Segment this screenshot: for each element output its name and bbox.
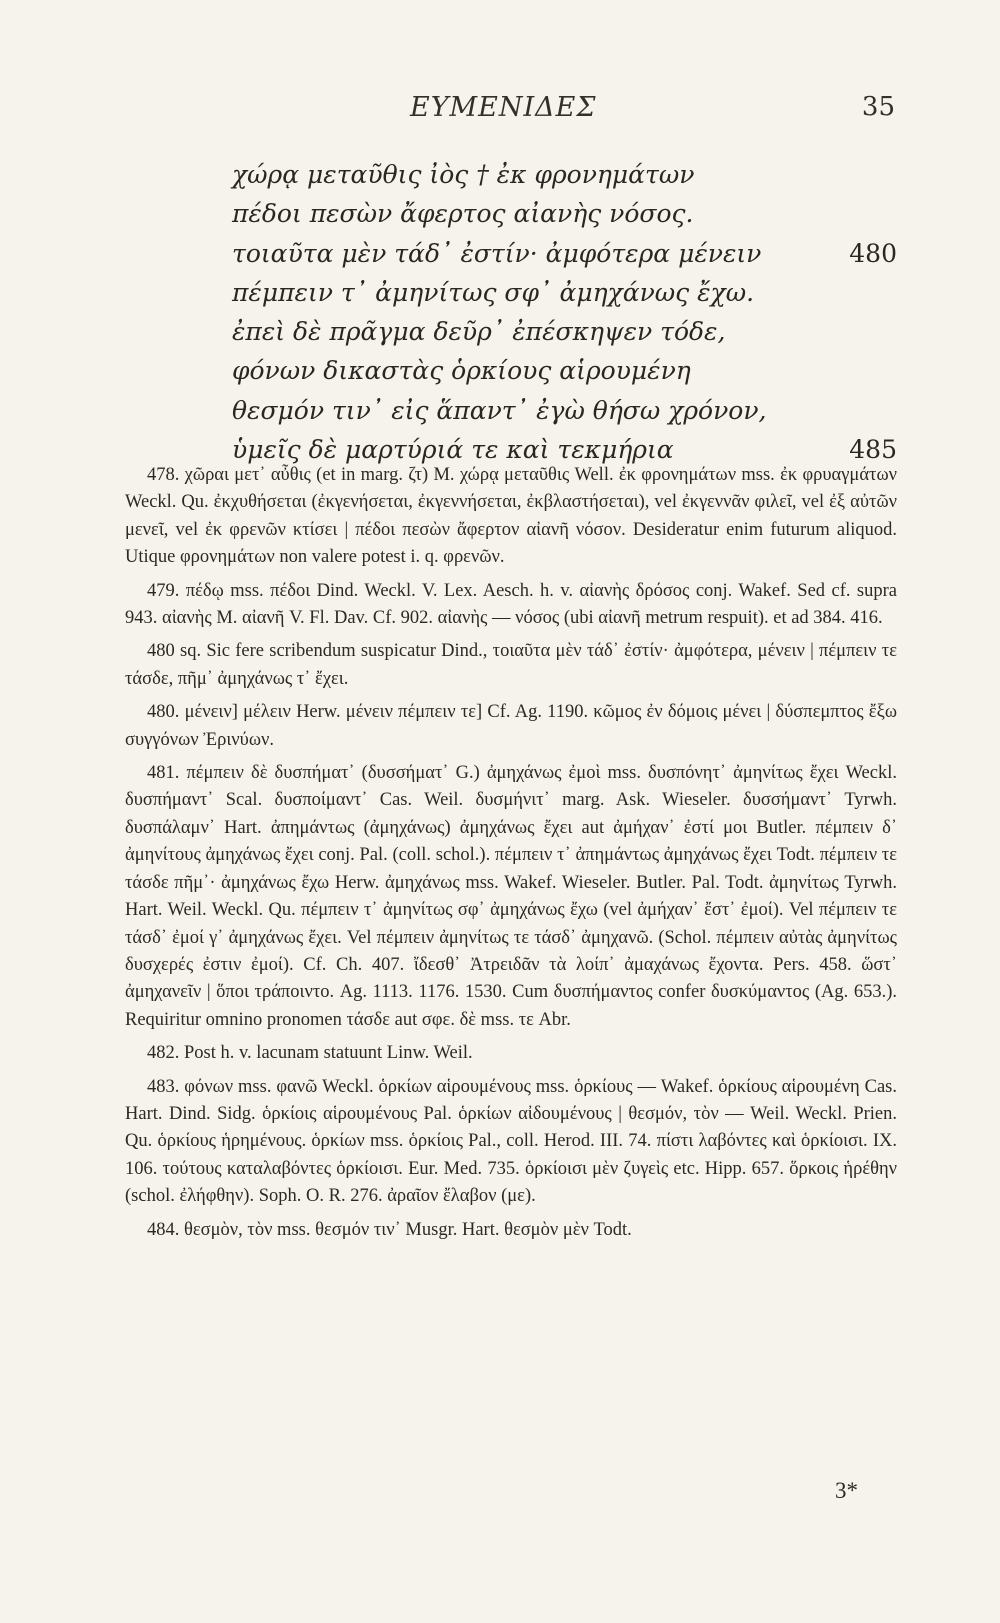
verse-text: χώρᾳ μεταῦθις ἰὸς † ἐκ φρονημάτων <box>232 160 695 189</box>
verse-text: πέμπειν τ᾽ ἀμηνίτως σφ᾽ ἀμηχάνως ἔχω. <box>232 277 755 307</box>
apparatus-note: 480. μένειν] μέλειν Herw. μένειν πέμπειν τε] Cf. Ag. 1190. κῶμος ἐν δόμοις μένει | δύσπεμπτος ἔξω συγγόνων Ἐρινύων. <box>125 702 897 750</box>
verse-text: τοιαῦτα μὲν τάδ᾽ ἐστίν· ἀμφότερα μένειν <box>232 238 762 268</box>
verse-line <box>232 234 897 273</box>
verse-text: πέδοι πεσὼν ἄφερτος αἰανὴς νόσος. <box>232 199 694 229</box>
verse-text: θεσμόν τιν᾽ εἰς ἅπαντ᾽ ἐγὼ θήσω χρόνον, <box>232 395 767 425</box>
signature-mark: 3* <box>835 1478 858 1503</box>
verse-line <box>232 312 897 351</box>
apparatus-note: 479. πέδῳ mss. πέδοι Dind. Weckl. V. Lex. Aesch. h. v. αἰανὴς δρόσος conj. Wakef. Sed cf. supra 943. αἰανὴς M. αἰανῆ V. Fl. Dav. Cf. 902. αἰανὴς — νόσος (ubi αἰανῆ metrum respuit). et ad 384. 416. <box>125 580 897 629</box>
line-number: 485 <box>849 435 897 465</box>
verse-text: φόνων δικαστὰς ὁρκίους αἱρουμένη <box>232 356 691 386</box>
line-number: 480 <box>849 238 897 268</box>
verse-line <box>232 155 897 194</box>
running-head <box>0 92 1000 132</box>
apparatus-note: 480 sq. Sic fere scribendum suspicatur Dind., τοιαῦτα μὲν τάδ᾽ ἐστίν· ἀμφότερα, μένειν | πέμπειν τε τάσδε, πῆμ᾽ ἀμηχάνως τ᾽ ἔχει. <box>125 641 897 689</box>
verse-text: ὑμεῖς δὲ μαρτύριά τε καὶ τεκμήρια <box>232 435 674 465</box>
verse-block <box>232 155 897 469</box>
verse-text: ἐπεὶ δὲ πρᾶγμα δεῦρ᾽ ἐπέσκηψεν τόδε, <box>232 317 726 347</box>
running-title: ΕΥΜΕΝΙΔΕΣ <box>410 92 597 123</box>
verse-line <box>232 194 897 233</box>
apparatus-note: 481. πέμπειν δὲ δυσπήματ᾽ (δυσσήματ᾽ G.) ἀμηχάνως ἐμοὶ mss. δυσπόνητ᾽ ἀμηνίτως ἔχει Weckl. δυσπήμαντ᾽ Scal. δυσποίμαντ᾽ Cas. Weil. δυσμήνιτ᾽ marg. Ask. Wieseler. δυσσήμαντ᾽ Tyrwh. δυσπάλαμν᾽ Hart. ἀπημάντως (ἀμηχάνως) ἀμηχάνως ἔχει aut ἀμήχαν᾽ ἐστί μοι Butler. πέμπειν δ᾽ ἀμηνίτους ἀμηχάνως ἔχει conj. Pal. (coll. schol.). πέμπειν τ᾽ ἀπημάντως ἀμηχάνως ἔχει Todt. πέμπειν τε τάσδε πῆμ᾽· ἀμηχάνως ἔχω Herw. ἀμηχάνως mss. Wakef. Wieseler. Butler. Pal. Todt. ἀμηνίτως Tyrwh. Hart. Weil. Weckl. Qu. πέμπειν τ᾽ ἀμηνίτως σφ᾽ ἀμηχάνως ἔχω (vel ἀμήχαν᾽ ἔστ᾽ ἐμοί). Vel πέμπειν τε τάσδ᾽ ἐμοί γ᾽ ἀμηχάνως ἔχει. Vel πέμπειν ἀμηνίτως τε τάσδ᾽ ἀμηχανῶ. (Schol. πέμπειν αὐτὰς ἀμηνίτως δυσχερές ἐστιν ἐμοί). Cf. Ch. 407. ἴδεσθ᾽ Ἀτρειδᾶν τὰ λοίπ᾽ ἀμαχάνως ἔχοντα. Pers. 458. ὥστ᾽ ἀμηχανεῖν | ὅποι τράποιντο. Ag. 1113. 1176. 1530. Cum δυσπήμαντος confer δυσκύμαντος (Ag. 653.). Requiritur omnino pronomen τάσδε aut σφε. δὲ mss. τε Abr. <box>125 763 897 1030</box>
apparatus-note: 483. φόνων mss. φανῶ Weckl. ὁρκίων αἱρουμένους mss. ὁρκίους — Wakef. ὁρκίους αἱρουμένη Cas. Hart. Dind. Sidg. ὁρκίοις αἱρουμένους Pal. ὁρκίων αἰδουμένους | θεσμόν, τὸν — Weil. Weckl. Prien. Qu. ὁρκίους ἡρημένους. ὁρκίων mss. ὁρκίοις Pal., coll. Herod. III. 74. πίστι λαβόντες καὶ ὁρκίοισι. IX. 106. τούτους καταλαβόντες ὁρκίοισι. Eur. Med. 735. ὁρκίοισι μὲν ζυγεὶς etc. Hipp. 657. ὅρκοις ἡρέθην (schol. ἐλήφθην). Soph. O. R. 276. ἀραῖον ἔλαβον (με). <box>125 1076 897 1207</box>
verse-line <box>232 273 897 312</box>
apparatus-note: 482. Post h. v. lacunam statuunt Linw. Weil. <box>147 1043 473 1064</box>
apparatus-note: 478. χῶραι μετ᾽ αὖθις (et in marg. ζτ) M. χώρᾳ μεταῦθις Well. ἐκ φρονημάτων mss. ἐκ φρυαγμάτων Weckl. Qu. ἐκχυθήσεται (ἐκγενήσεται, ἐκγεννήσεται, ἐκβλαστήσεται), vel ἐκγεννᾶν φιλεῖ, vel ἐξ αὐτῶν μενεῖ, vel ἐκ φρενῶν κτίσει | πέδοι πεσὼν ἄφερτον αἰανῆ νόσον. Desideratur enim futurum aliquod. Utique φρονημάτων non valere potest i. q. φρενῶν. <box>125 465 897 568</box>
page-number: 35 <box>861 92 895 122</box>
critical-apparatus <box>125 462 897 1250</box>
apparatus-note: 484. θεσμὸν, τὸν mss. θεσμόν τιν᾽ Musgr. Hart. θεσμὸν μὲν Todt. <box>147 1219 632 1240</box>
verse-line <box>232 351 897 390</box>
verse-line <box>232 391 897 430</box>
